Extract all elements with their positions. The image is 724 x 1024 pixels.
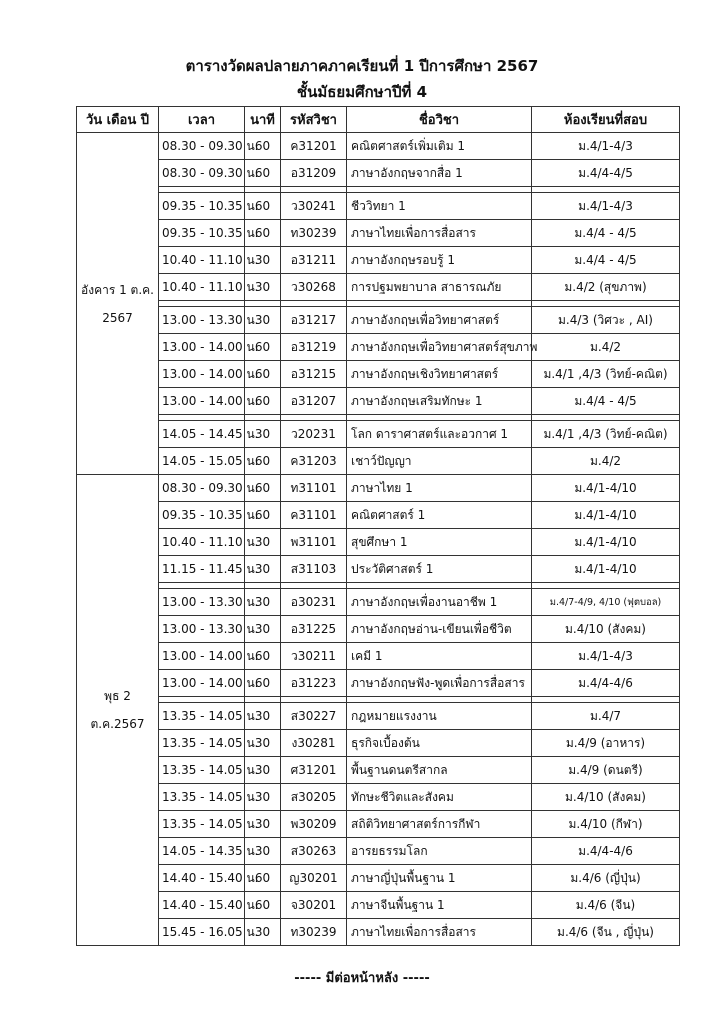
time-cell: 13.35 - 14.05 น. (159, 811, 245, 838)
time-cell: 13.00 - 14.00 น. (159, 670, 245, 697)
table-row (77, 247, 680, 274)
minutes-cell: 30 (245, 703, 281, 730)
table-row (77, 160, 680, 187)
time-cell: 14.05 - 14.35 น. (159, 838, 245, 865)
table-row (77, 193, 680, 220)
time-cell: 13.35 - 14.05 น. (159, 730, 245, 757)
time-cell: 09.35 - 10.35 น. (159, 502, 245, 529)
subject-cell: ภาษาอังกฤษฟัง-พูดเพื่อการสื่อสาร (347, 670, 532, 697)
table-row (77, 838, 680, 865)
table-row (77, 133, 680, 160)
room-cell: ม.4/7-4/9, 4/10 (ฟุตบอล) (532, 589, 680, 616)
code-cell: ว20231 (281, 421, 347, 448)
room-cell: ม.4/1-4/10 (532, 502, 680, 529)
table-row (77, 670, 680, 697)
code-cell: ค31201 (281, 133, 347, 160)
minutes-cell: 30 (245, 838, 281, 865)
room-cell: ม.4/1-4/3 (532, 193, 680, 220)
minutes-cell: 30 (245, 556, 281, 583)
code-cell: จ30201 (281, 892, 347, 919)
time-cell: 13.00 - 13.30 น. (159, 616, 245, 643)
header-room: ห้องเรียนที่สอบ (532, 107, 680, 133)
date-cell-day1 (77, 133, 159, 475)
subject-cell: ภาษาจีนพื้นฐาน 1 (347, 892, 532, 919)
code-cell: อ31209 (281, 160, 347, 187)
table-row (77, 784, 680, 811)
minutes-cell: 60 (245, 892, 281, 919)
time-cell: 10.40 - 11.10 น. (159, 247, 245, 274)
code-cell: อ31215 (281, 361, 347, 388)
room-cell: ม.4/4-4/5 (532, 160, 680, 187)
room-cell: ม.4/4-4/6 (532, 838, 680, 865)
room-cell: ม.4/10 (สังคม) (532, 616, 680, 643)
room-cell: ม.4/9 (อาหาร) (532, 730, 680, 757)
subject-cell: โลก ดาราศาสตร์และอวกาศ 1 (347, 421, 532, 448)
time-cell: 09.35 - 10.35 น. (159, 220, 245, 247)
subject-cell: พื้นฐานดนตรีสากล (347, 757, 532, 784)
time-cell: 08.30 - 09.30 น. (159, 133, 245, 160)
minutes-cell: 30 (245, 919, 281, 946)
time-cell: 13.00 - 13.30 น. (159, 589, 245, 616)
minutes-cell: 60 (245, 160, 281, 187)
minutes-cell: 30 (245, 274, 281, 301)
minutes-cell: 60 (245, 865, 281, 892)
room-cell: ม.4/4 - 4/5 (532, 388, 680, 415)
code-cell: อ31225 (281, 616, 347, 643)
room-cell: ม.4/7 (532, 703, 680, 730)
exam-schedule-table (76, 106, 680, 946)
code-cell: ง30281 (281, 730, 347, 757)
table-row (77, 703, 680, 730)
minutes-cell: 60 (245, 133, 281, 160)
time-cell: 10.40 - 11.10 น. (159, 529, 245, 556)
subject-cell: คณิตศาสตร์ 1 (347, 502, 532, 529)
minutes-cell: 60 (245, 220, 281, 247)
code-cell: ส30263 (281, 838, 347, 865)
header-time: เวลา (159, 107, 245, 133)
time-cell: 14.05 - 14.45 น. (159, 421, 245, 448)
minutes-cell: 30 (245, 616, 281, 643)
room-cell: ม.4/10 (กีฬา) (532, 811, 680, 838)
time-cell: 13.00 - 14.00 น. (159, 334, 245, 361)
table-row (77, 307, 680, 334)
room-cell: ม.4/2 (สุขภาพ) (532, 274, 680, 301)
subject-cell: ภาษาอังกฤษเสริมทักษะ 1 (347, 388, 532, 415)
table-row (77, 421, 680, 448)
room-cell: ม.4/9 (ดนตรี) (532, 757, 680, 784)
time-cell: 09.35 - 10.35 น. (159, 193, 245, 220)
table-row (77, 448, 680, 475)
continued-note: ----- มีต่อหน้าหลัง ----- (294, 971, 430, 986)
table-row (77, 919, 680, 946)
minutes-cell: 60 (245, 502, 281, 529)
table-row (77, 865, 680, 892)
table-row (77, 388, 680, 415)
subject-cell: ภาษาอังกฤษเชิงวิทยาศาสตร์ (347, 361, 532, 388)
minutes-cell: 30 (245, 757, 281, 784)
room-cell: ม.4/1-4/10 (532, 556, 680, 583)
code-cell: พ31101 (281, 529, 347, 556)
time-cell: 15.45 - 16.05 น. (159, 919, 245, 946)
time-cell: 13.35 - 14.05 น. (159, 757, 245, 784)
code-cell: ว30241 (281, 193, 347, 220)
subject-cell: ภาษาอังกฤษจากสื่อ 1 (347, 160, 532, 187)
subject-cell: กฎหมายแรงงาน (347, 703, 532, 730)
room-cell: ม.4/1-4/10 (532, 475, 680, 502)
subject-cell: อารยธรรมโลก (347, 838, 532, 865)
subject-cell: การปฐมพยาบาล สาธารณภัย (347, 274, 532, 301)
subject-cell: ทักษะชีวิตและสังคม (347, 784, 532, 811)
minutes-cell: 60 (245, 670, 281, 697)
code-cell: ท30239 (281, 220, 347, 247)
minutes-cell: 60 (245, 334, 281, 361)
subject-cell: ภาษาอังกฤษอ่าน-เขียนเพื่อชีวิต (347, 616, 532, 643)
code-cell: อ31223 (281, 670, 347, 697)
minutes-cell: 60 (245, 643, 281, 670)
date-cell-day2: พุธ 2 ต.ค.2567 (77, 475, 159, 946)
subject-cell: ชีววิทยา 1 (347, 193, 532, 220)
table-row (77, 757, 680, 784)
header-subject: ชื่อวิชา (347, 107, 532, 133)
minutes-cell: 30 (245, 784, 281, 811)
code-cell: ค31101 (281, 502, 347, 529)
table-row (77, 502, 680, 529)
subject-cell: ภาษาไทยเพื่อการสื่อสาร (347, 919, 532, 946)
minutes-cell: 60 (245, 388, 281, 415)
subject-cell: ภาษาอังกฤษเพื่องานอาชีพ 1 (347, 589, 532, 616)
code-cell: ส31103 (281, 556, 347, 583)
minutes-cell: 30 (245, 247, 281, 274)
room-cell: ม.4/1-4/10 (532, 529, 680, 556)
code-cell: ญ30201 (281, 865, 347, 892)
table-row (77, 616, 680, 643)
subject-cell: สุขศึกษา 1 (347, 529, 532, 556)
code-cell: ค31203 (281, 448, 347, 475)
room-cell: ม.4/1 ,4/3 (วิทย์-คณิต) (532, 361, 680, 388)
time-cell: 10.40 - 11.10 น. (159, 274, 245, 301)
code-cell: พ30209 (281, 811, 347, 838)
code-cell: อ30231 (281, 589, 347, 616)
table-row (77, 556, 680, 583)
subject-cell: ธุรกิจเบื้องต้น (347, 730, 532, 757)
code-cell: อ31219 (281, 334, 347, 361)
date-line: อังคาร 1 ต.ค. (81, 282, 154, 297)
room-cell: ม.4/2 (532, 334, 680, 361)
table-row (77, 475, 680, 502)
minutes-cell: 30 (245, 421, 281, 448)
time-cell: 08.30 - 09.30 น. (159, 475, 245, 502)
subject-cell: ภาษาไทย 1 (347, 475, 532, 502)
minutes-cell: 60 (245, 361, 281, 388)
time-cell: 14.05 - 15.05 น. (159, 448, 245, 475)
code-cell: อ31211 (281, 247, 347, 274)
subject-cell: สถิติวิทยาศาสตร์การกีฬา (347, 811, 532, 838)
table-row (77, 811, 680, 838)
subject-cell: ภาษาอังกฤษรอบรู้ 1 (347, 247, 532, 274)
subject-cell: เชาว์ปัญญา (347, 448, 532, 475)
code-cell: อ31217 (281, 307, 347, 334)
table-row (77, 361, 680, 388)
table-row (77, 892, 680, 919)
header-code: รหัสวิชา (281, 107, 347, 133)
room-cell: ม.4/10 (สังคม) (532, 784, 680, 811)
subject-cell: เคมี 1 (347, 643, 532, 670)
minutes-cell: 30 (245, 529, 281, 556)
code-cell: ท31101 (281, 475, 347, 502)
time-cell: 08.30 - 09.30 น. (159, 160, 245, 187)
subject-cell: ภาษาญี่ปุ่นพื้นฐาน 1 (347, 865, 532, 892)
subject-cell: ประวัติศาสตร์ 1 (347, 556, 532, 583)
time-cell: 13.00 - 13.30 น. (159, 307, 245, 334)
room-cell: ม.4/1-4/3 (532, 133, 680, 160)
subject-cell: ภาษาไทยเพื่อการสื่อสาร (347, 220, 532, 247)
subject-cell: ภาษาอังกฤษเพื่อวิทยาศาสตร์สุขภาพ (347, 334, 532, 361)
room-cell: ม.4/2 (532, 448, 680, 475)
minutes-cell: 60 (245, 475, 281, 502)
subject-cell: คณิตศาสตร์เพิ่มเติม 1 (347, 133, 532, 160)
header-date: วัน เดือน ปี (77, 107, 159, 133)
table-row (77, 274, 680, 301)
table-row (77, 589, 680, 616)
date-line: 2567 (102, 310, 133, 325)
time-cell: 13.00 - 14.00 น. (159, 361, 245, 388)
minutes-cell: 30 (245, 730, 281, 757)
page-subtitle: ชั้นมัธยมศึกษาปีที่ 4 (296, 83, 428, 101)
minutes-cell: 30 (245, 811, 281, 838)
code-cell: ว30268 (281, 274, 347, 301)
time-cell: 13.00 - 14.00 น. (159, 643, 245, 670)
code-cell: ว30211 (281, 643, 347, 670)
table-row (77, 220, 680, 247)
room-cell: ม.4/1 ,4/3 (วิทย์-คณิต) (532, 421, 680, 448)
minutes-cell: 60 (245, 448, 281, 475)
room-cell: ม.4/4 - 4/5 (532, 247, 680, 274)
room-cell: ม.4/6 (ญี่ปุ่น) (532, 865, 680, 892)
table-row (77, 730, 680, 757)
code-cell: ศ31201 (281, 757, 347, 784)
minutes-cell: 30 (245, 307, 281, 334)
minutes-cell: 30 (245, 589, 281, 616)
table-row (77, 529, 680, 556)
time-cell: 13.00 - 14.00 น. (159, 388, 245, 415)
room-cell: ม.4/3 (วิศวะ , AI) (532, 307, 680, 334)
code-cell: ส30205 (281, 784, 347, 811)
room-cell: ม.4/6 (จีน , ญี่ปุ่น) (532, 919, 680, 946)
room-cell: ม.4/4-4/6 (532, 670, 680, 697)
room-cell: ม.4/4 - 4/5 (532, 220, 680, 247)
code-cell: ส30227 (281, 703, 347, 730)
time-cell: 14.40 - 15.40 น. (159, 865, 245, 892)
code-cell: ท30239 (281, 919, 347, 946)
time-cell: 11.15 - 11.45 น. (159, 556, 245, 583)
time-cell: 13.35 - 14.05 น. (159, 703, 245, 730)
room-cell: ม.4/6 (จีน) (532, 892, 680, 919)
time-cell: 14.40 - 15.40 น. (159, 892, 245, 919)
subject-cell: ภาษาอังกฤษเพื่อวิทยาศาสตร์ (347, 307, 532, 334)
header-minutes: นาที (245, 107, 281, 133)
room-cell: ม.4/1-4/3 (532, 643, 680, 670)
minutes-cell: 60 (245, 193, 281, 220)
time-cell: 13.35 - 14.05 น. (159, 784, 245, 811)
table-row (77, 643, 680, 670)
code-cell: อ31207 (281, 388, 347, 415)
page-title: ตารางวัดผลปลายภาคภาคเรียนที่ 1 ปีการศึกษา 2567 (185, 57, 539, 75)
table-row (77, 334, 680, 361)
